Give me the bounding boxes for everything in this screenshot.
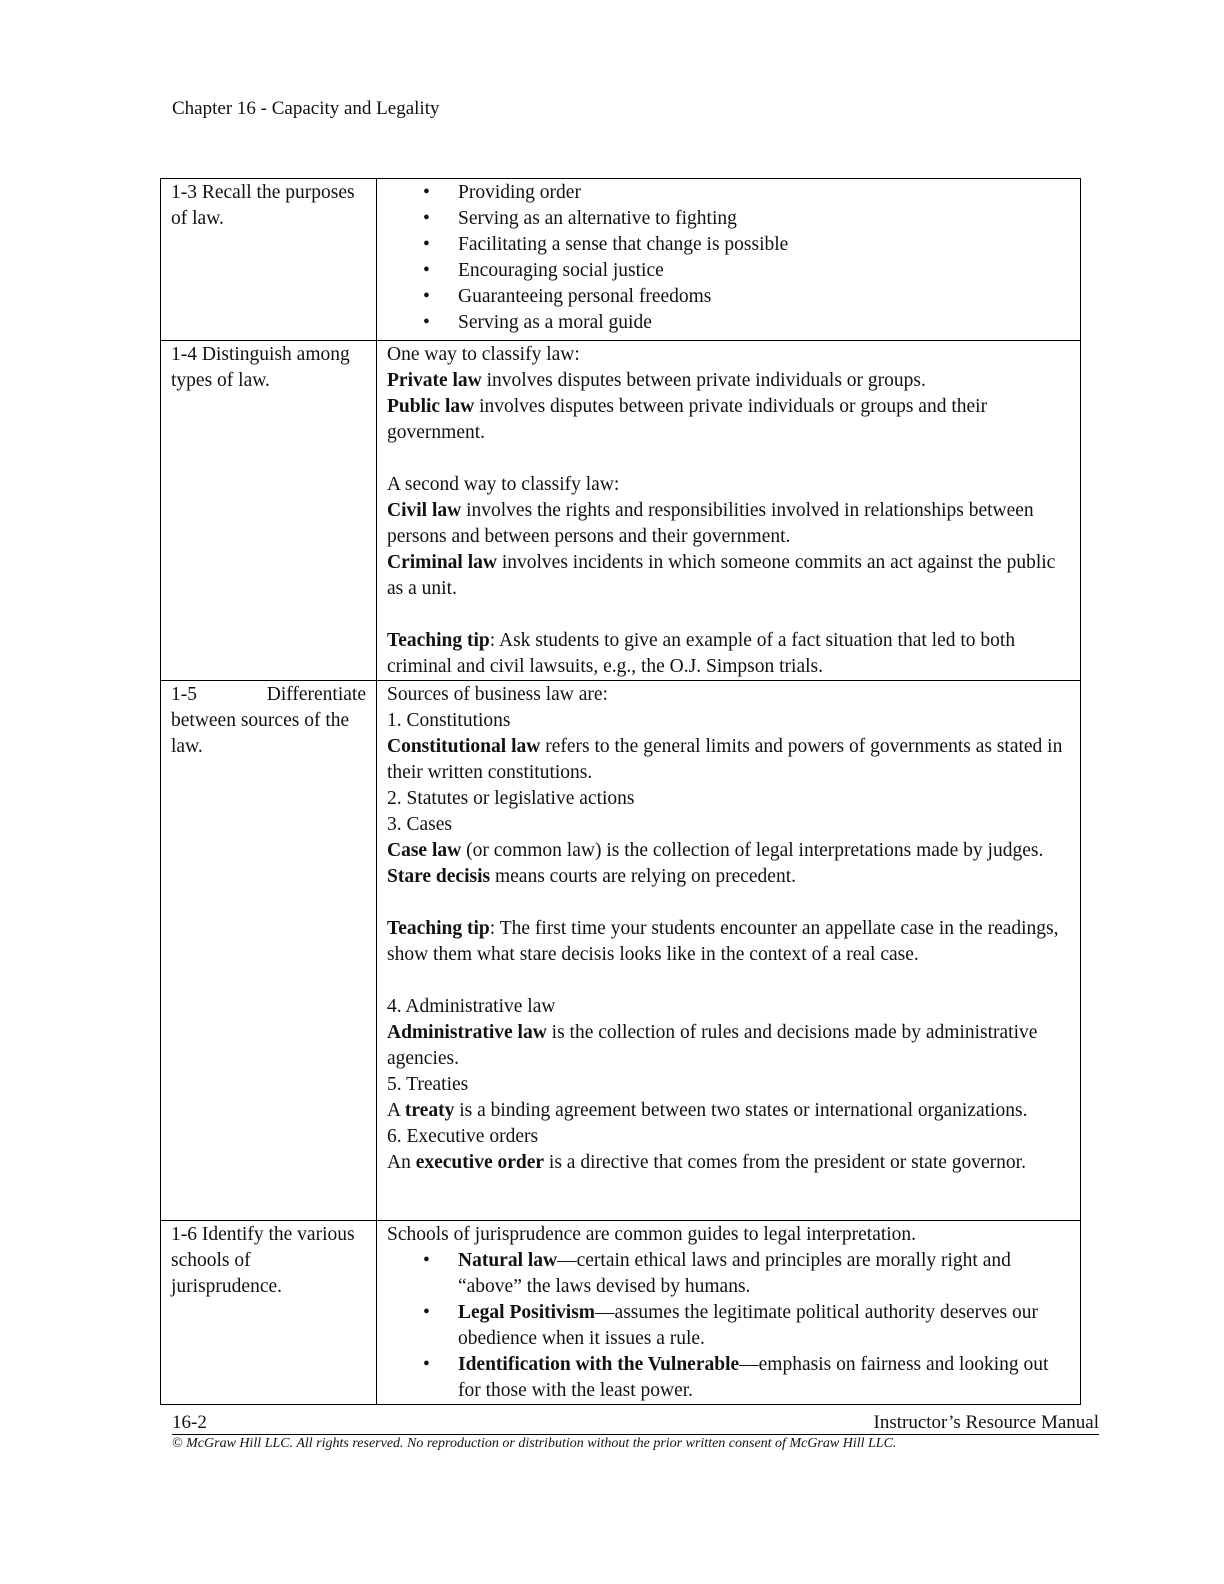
schools-list bbox=[387, 1248, 1070, 1404]
objective-cell bbox=[161, 681, 377, 1221]
copyright-notice: © McGraw Hill LLC. All rights reserved. No reproduction or distribution without the prior written consent of McGraw Hill LLC. bbox=[172, 1436, 897, 1451]
objective-cell: 1-4 Distinguish among types of law. bbox=[161, 341, 377, 681]
definition: refers to the general limits and powers of governments as stated in their written constitutions. bbox=[387, 736, 1063, 783]
list-item bbox=[387, 1352, 1070, 1404]
term: Case law bbox=[387, 840, 462, 861]
list-item: • Serving as an alternative to fighting bbox=[387, 206, 1070, 232]
paragraph bbox=[387, 498, 1070, 550]
definition: (or common law) is the collection of legal interpretations made by judges. bbox=[461, 840, 1044, 861]
objective-number: 1-5 bbox=[171, 684, 197, 705]
table-row bbox=[161, 681, 1081, 1221]
teaching-tip bbox=[387, 628, 1070, 680]
table-row bbox=[161, 341, 1081, 681]
table-row bbox=[161, 1221, 1081, 1405]
paragraph: Schools of jurisprudence are common guides to legal interpretation. bbox=[387, 1224, 917, 1245]
numbered-item: 5. Treaties bbox=[387, 1074, 469, 1095]
paragraph: One way to classify law: bbox=[387, 344, 580, 365]
objective-cell: 1-6 Identify the various schools of jurisprudence. bbox=[161, 1221, 377, 1405]
list-item: • Encouraging social justice bbox=[387, 258, 1070, 284]
term: Constitutional law bbox=[387, 736, 541, 757]
paragraph: Sources of business law are: bbox=[387, 684, 608, 705]
page-number: 16-2 bbox=[172, 1412, 207, 1433]
paragraph bbox=[387, 1020, 1070, 1072]
term: executive order bbox=[415, 1152, 545, 1173]
objective-line: between sources of the bbox=[171, 710, 350, 731]
definition: : The first time your students encounter an appellate case in the readings, show them what stare decisis looks like in the context of a real case. bbox=[387, 918, 1059, 965]
paragraph bbox=[387, 734, 1070, 786]
purposes-list bbox=[387, 180, 1070, 336]
paragraph bbox=[387, 838, 1070, 864]
numbered-item: 1. Constitutions bbox=[387, 710, 511, 731]
definition: —emphasis on fairness and looking out for those with the least power. bbox=[458, 1354, 1049, 1401]
objective-word: Differentiate bbox=[266, 684, 366, 705]
content-cell bbox=[377, 681, 1081, 1221]
content-cell bbox=[377, 341, 1081, 681]
definition: involves disputes between private individuals or groups and their government. bbox=[387, 396, 988, 443]
term: Private law bbox=[387, 370, 482, 391]
numbered-item: 3. Cases bbox=[387, 814, 452, 835]
numbered-item: 4. Administrative law bbox=[387, 996, 556, 1017]
paragraph bbox=[387, 550, 1070, 602]
article: A bbox=[387, 1100, 405, 1121]
content-cell bbox=[377, 179, 1081, 341]
list-item: • Guaranteeing personal freedoms bbox=[387, 284, 1070, 310]
term: Public law bbox=[387, 396, 475, 417]
paragraph bbox=[387, 368, 1070, 394]
definition: : Ask students to give an example of a fact situation that led to both criminal and civil lawsuits, e.g., the O.J. Simpson trials. bbox=[387, 630, 1016, 677]
definition: involves disputes between private individuals or groups. bbox=[481, 370, 926, 391]
definition: is a directive that comes from the president or state governor. bbox=[544, 1152, 1026, 1173]
term: Natural law bbox=[458, 1250, 558, 1271]
table-row bbox=[161, 179, 1081, 341]
term: Legal Positivism bbox=[458, 1302, 596, 1323]
objective-line: law. bbox=[171, 736, 203, 757]
outline-table bbox=[160, 178, 1081, 1405]
paragraph bbox=[387, 1098, 1070, 1124]
definition: is the collection of rules and decisions made by administrative agencies. bbox=[387, 1022, 1038, 1069]
list-item: • Providing order bbox=[387, 180, 1070, 206]
paragraph bbox=[387, 394, 1070, 446]
definition: involves the rights and responsibilities involved in relationships between persons and between persons and their government. bbox=[387, 500, 1034, 547]
term: Administrative law bbox=[387, 1022, 547, 1043]
numbered-item: 2. Statutes or legislative actions bbox=[387, 788, 635, 809]
list-item: • Facilitating a sense that change is possible bbox=[387, 232, 1070, 258]
definition: —assumes the legitimate political authority deserves our obedience when it issues a rule. bbox=[458, 1302, 1039, 1349]
term: Stare decisis bbox=[387, 866, 491, 887]
definition: involves incidents in which someone commits an act against the public as a unit. bbox=[387, 552, 1056, 599]
term: Civil law bbox=[387, 500, 462, 521]
paragraph bbox=[387, 1150, 1070, 1176]
teaching-tip bbox=[387, 916, 1070, 968]
page-header: Chapter 16 - Capacity and Legality bbox=[172, 98, 440, 119]
list-item bbox=[387, 1248, 1070, 1300]
definition: means courts are relying on precedent. bbox=[490, 866, 797, 887]
article: An bbox=[387, 1152, 416, 1173]
paragraph: A second way to classify law: bbox=[387, 474, 620, 495]
paragraph bbox=[387, 864, 1070, 890]
page-footer bbox=[172, 1412, 1099, 1435]
definition: —certain ethical laws and principles are morally right and “above” the laws devised by humans. bbox=[458, 1250, 1011, 1297]
objective-line bbox=[171, 682, 366, 708]
objective-cell: 1-3 Recall the purposes of law. bbox=[161, 179, 377, 341]
definition: is a binding agreement between two states or international organizations. bbox=[454, 1100, 1028, 1121]
list-item bbox=[387, 1300, 1070, 1352]
term: Identification with the Vulnerable bbox=[458, 1354, 740, 1375]
term: Teaching tip bbox=[387, 918, 490, 939]
numbered-item: 6. Executive orders bbox=[387, 1126, 539, 1147]
list-item: • Serving as a moral guide bbox=[387, 310, 1070, 336]
content-cell bbox=[377, 1221, 1081, 1405]
manual-title: Instructor’s Resource Manual bbox=[873, 1412, 1099, 1433]
term: Criminal law bbox=[387, 552, 497, 573]
term: Teaching tip bbox=[387, 630, 490, 651]
term: treaty bbox=[404, 1100, 455, 1121]
